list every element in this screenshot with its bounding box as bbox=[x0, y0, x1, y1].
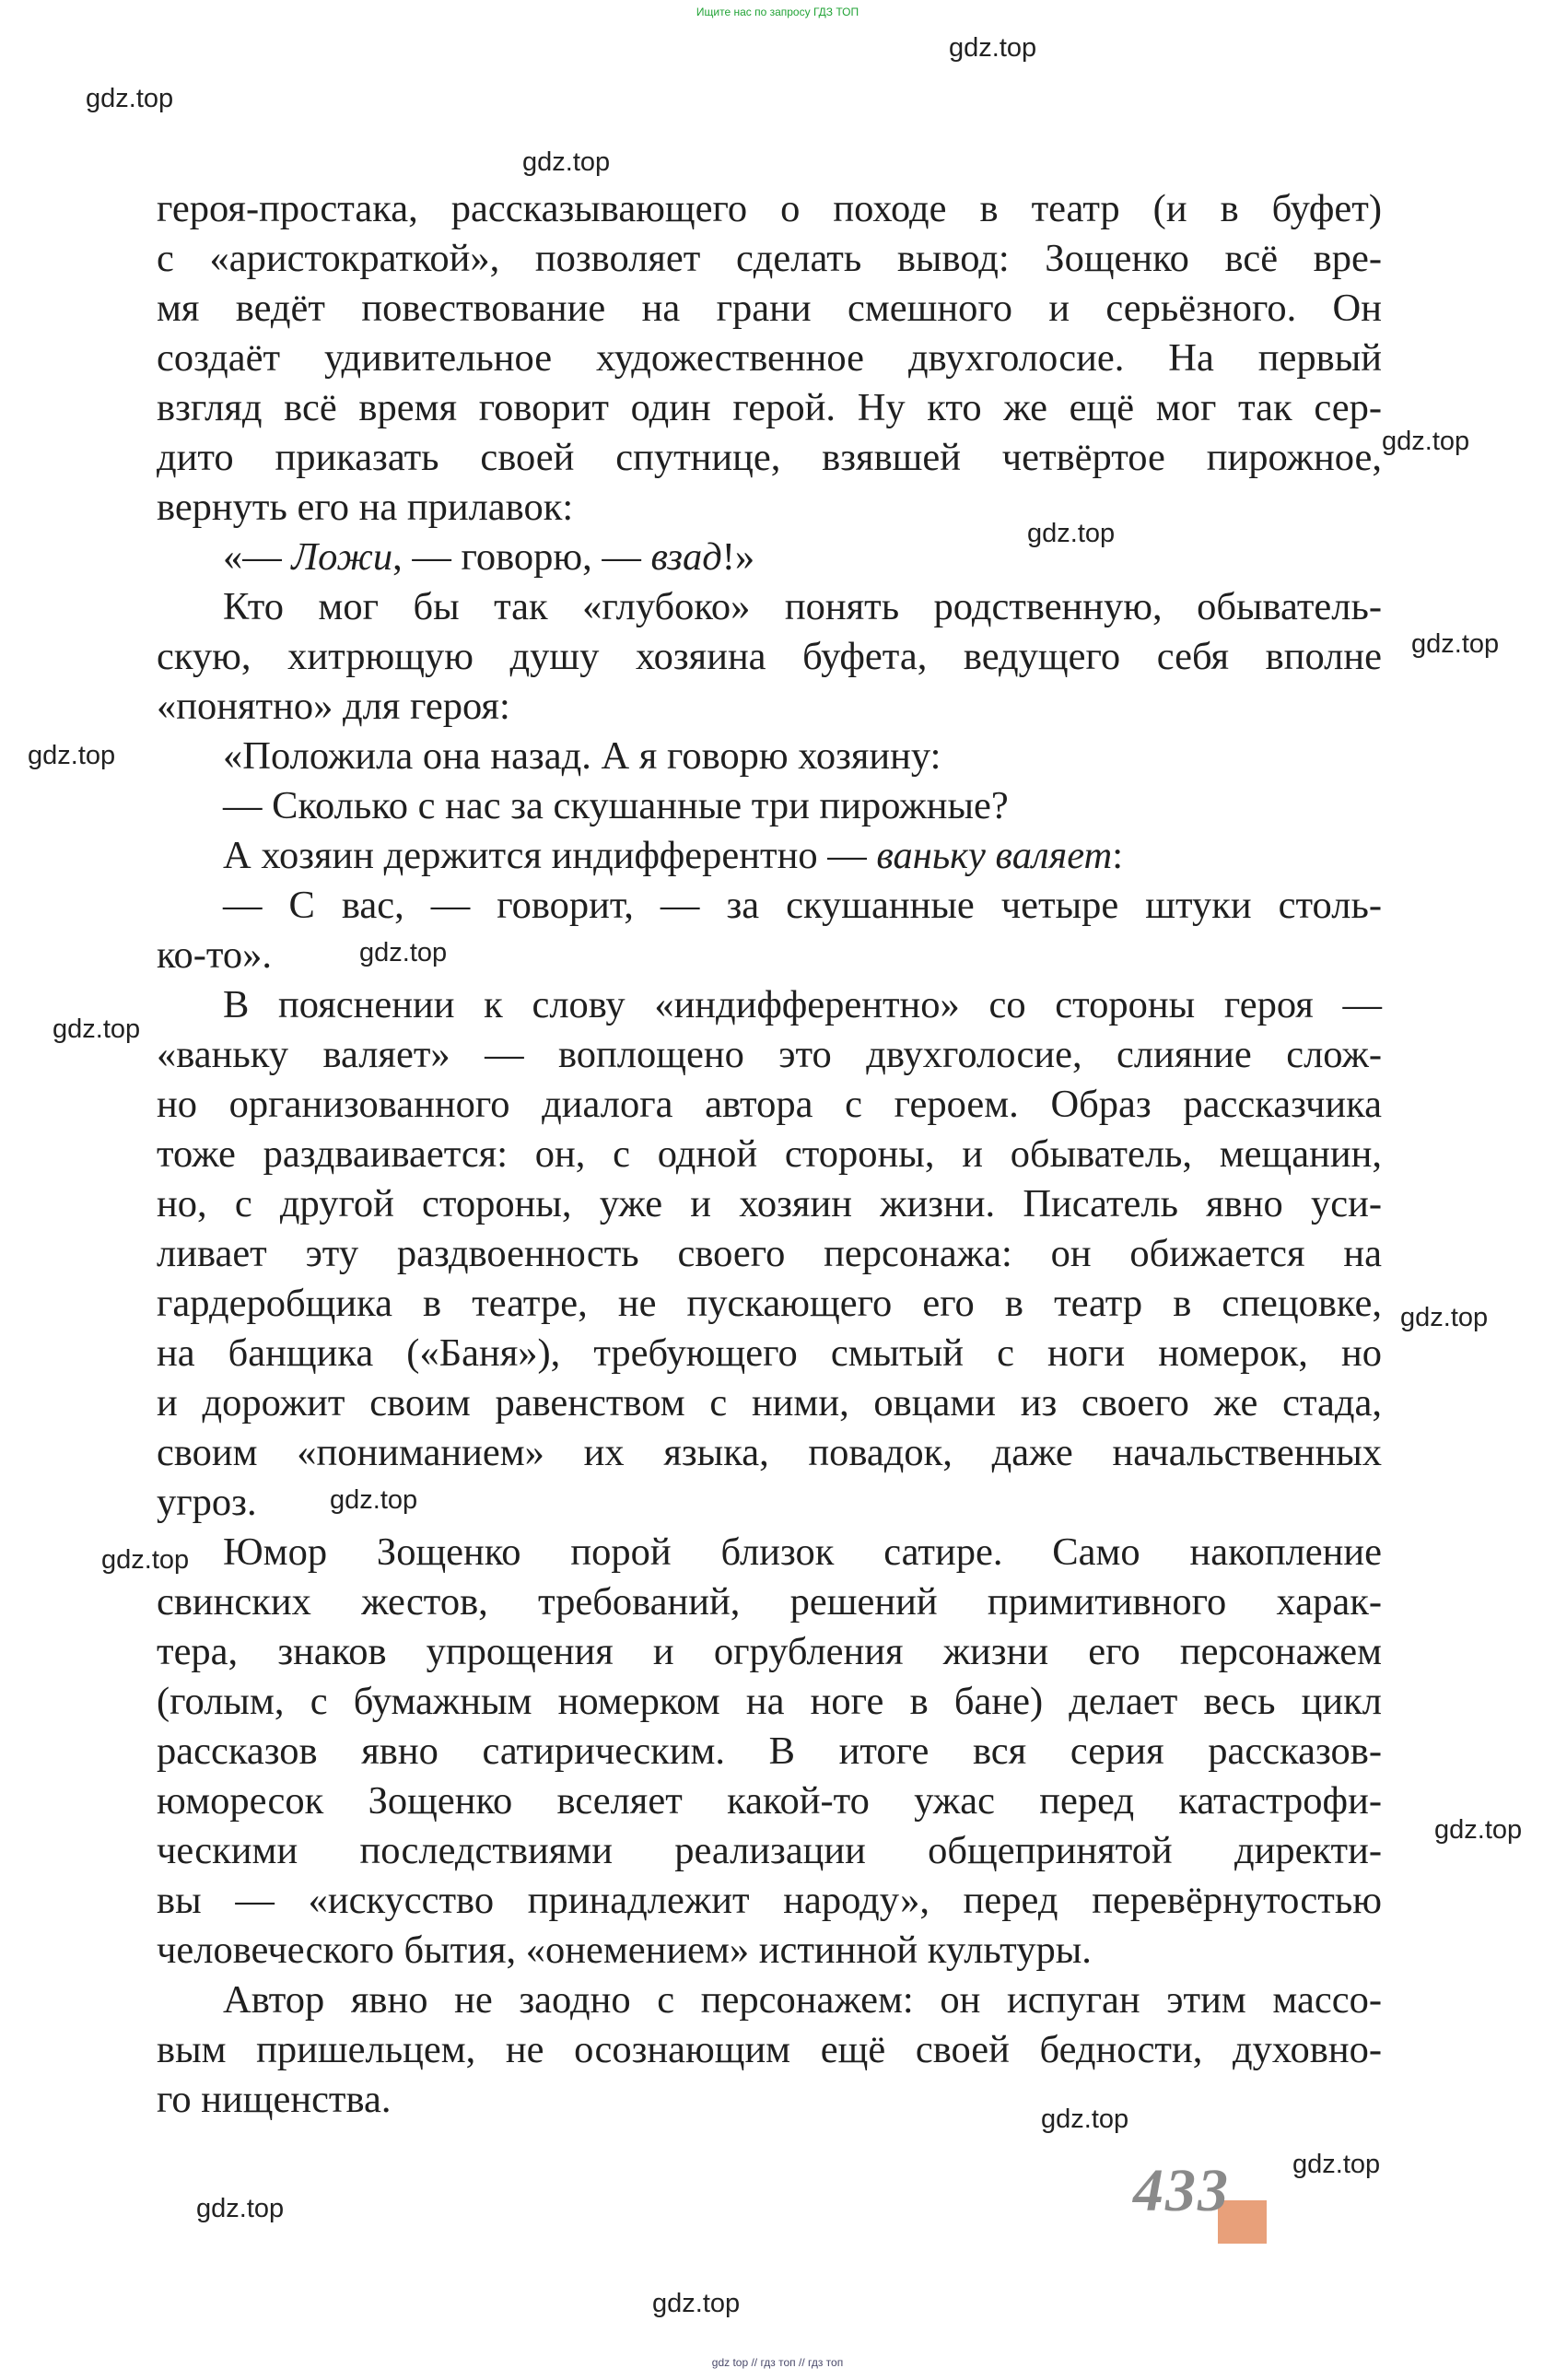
watermark: gdz.top bbox=[101, 1545, 190, 1575]
quote-line: ко-то». bbox=[157, 933, 273, 977]
text-line: гардеробщика в театре, не пускающего его в театр в спецовке, bbox=[157, 1282, 1382, 1325]
text-line: ческими последствиями реализации общепринятой директи- bbox=[157, 1829, 1382, 1872]
page-number: 433 bbox=[1133, 2157, 1230, 2224]
text-line: человеческого бытия, «онемением» истинной культуры. bbox=[157, 1929, 1092, 1972]
quote-line: «— Ложи, — говорю, — взад!» bbox=[223, 535, 755, 579]
footer-note: gdz top // гдз топ // гдз топ bbox=[711, 2356, 844, 2369]
text-line: свинских жестов, требований, решений примитивного харак- bbox=[157, 1580, 1382, 1624]
text-line: вернуть его на прилавок: bbox=[157, 486, 574, 529]
text-line: своим «пониманием» их языка, повадок, даже начальственных bbox=[157, 1431, 1382, 1474]
quote-line: — С вас, — говорит, — за скушанные четыре штуки столь- bbox=[223, 884, 1382, 927]
quote-line: А хозяин держится индифферентно — ваньку валяет: bbox=[223, 834, 1124, 877]
text-line: В пояснении к слову «индифферентно» со стороны героя — bbox=[223, 983, 1382, 1026]
text-line: но организованного диалога автора с героем. Образ рассказчика bbox=[157, 1083, 1382, 1126]
text-line: вым пришельцем, не осознающим ещё своей бедности, духовно- bbox=[157, 2028, 1382, 2071]
watermark: gdz.top bbox=[1434, 1815, 1523, 1845]
watermark: gdz.top bbox=[28, 741, 116, 770]
text-line: (голым, с бумажным номерком на ноге в бане) делает весь цикл bbox=[157, 1680, 1382, 1723]
watermark: gdz.top bbox=[1292, 2150, 1381, 2179]
text-line: юморесок Зощенко вселяет какой-то ужас перед катастрофи- bbox=[157, 1779, 1382, 1823]
watermark: gdz.top bbox=[1411, 629, 1500, 659]
watermark: gdz.top bbox=[1027, 519, 1116, 548]
watermark: gdz.top bbox=[359, 938, 448, 967]
text-line: создаёт удивительное художественное двухголосие. На первый bbox=[157, 336, 1382, 380]
watermark: gdz.top bbox=[652, 2289, 741, 2318]
text-line: дито приказать своей спутнице, взявшей четвёртое пирожное, bbox=[157, 436, 1382, 479]
text-line: Автор явно не заодно с персонажем: он испуган этим массо- bbox=[223, 1978, 1382, 2022]
text-line: но, с другой стороны, уже и хозяин жизни. Писатель явно уси- bbox=[157, 1182, 1382, 1225]
header-note: Ищите нас по запросу ГДЗ ТОП bbox=[696, 6, 859, 18]
watermark: gdz.top bbox=[522, 147, 611, 177]
text-line: тоже раздваивается: он, с одной стороны, и обыватель, мещанин, bbox=[157, 1132, 1382, 1176]
text-line: го нищенства. bbox=[157, 2078, 392, 2121]
text-line: тера, знаков упрощения и огрубления жизни его персонажем bbox=[157, 1630, 1382, 1673]
quote-line: — Сколько с нас за скушанные три пирожные? bbox=[223, 784, 1009, 827]
watermark: gdz.top bbox=[1400, 1303, 1489, 1332]
quote-line: «Положила она назад. А я говорю хозяину: bbox=[223, 734, 941, 778]
text-line: Юмор Зощенко порой близок сатире. Само накопление bbox=[223, 1530, 1382, 1574]
body-text bbox=[157, 184, 1382, 2125]
watermark: gdz.top bbox=[86, 84, 174, 113]
watermark: gdz.top bbox=[330, 1485, 418, 1515]
text-line: «ваньку валяет» — воплощено это двухголосие, слияние слож- bbox=[157, 1033, 1382, 1076]
text-line: ливает эту раздвоенность своего персонажа: он обижается на bbox=[157, 1232, 1382, 1275]
watermark: gdz.top bbox=[196, 2194, 285, 2223]
text-line: «понятно» для героя: bbox=[157, 685, 510, 728]
text-line: героя-простака, рассказывающего о походе в театр (и в буфет) bbox=[157, 187, 1382, 230]
text-line: с «аристократкой», позволяет сделать вывод: Зощенко всё вре- bbox=[157, 237, 1382, 280]
text-line: угроз. bbox=[157, 1481, 257, 1524]
text-line: и дорожит своим равенством с ними, овцами из своего же стада, bbox=[157, 1381, 1382, 1424]
text-line: вы — «искусство принадлежит народу», перед перевёрнутостью bbox=[157, 1879, 1382, 1922]
watermark: gdz.top bbox=[1041, 2104, 1129, 2134]
watermark: gdz.top bbox=[949, 33, 1037, 63]
text-line: мя ведёт повествование на грани смешного и серьёзного. Он bbox=[157, 287, 1382, 330]
text-line: рассказов явно сатирическим. В итоге вся серия рассказов- bbox=[157, 1729, 1382, 1773]
text-line: скую, хитрющую душу хозяина буфета, ведущего себя вполне bbox=[157, 635, 1382, 678]
text-line: Кто мог бы так «глубоко» понять родственную, обыватель- bbox=[223, 585, 1382, 628]
text-line: на банщика («Баня»), требующего смытый с ноги номерок, но bbox=[157, 1331, 1382, 1375]
watermark: gdz.top bbox=[53, 1014, 141, 1044]
watermark: gdz.top bbox=[1382, 427, 1470, 456]
text-line: взгляд всё время говорит один герой. Ну кто же ещё мог так сер- bbox=[157, 386, 1382, 429]
